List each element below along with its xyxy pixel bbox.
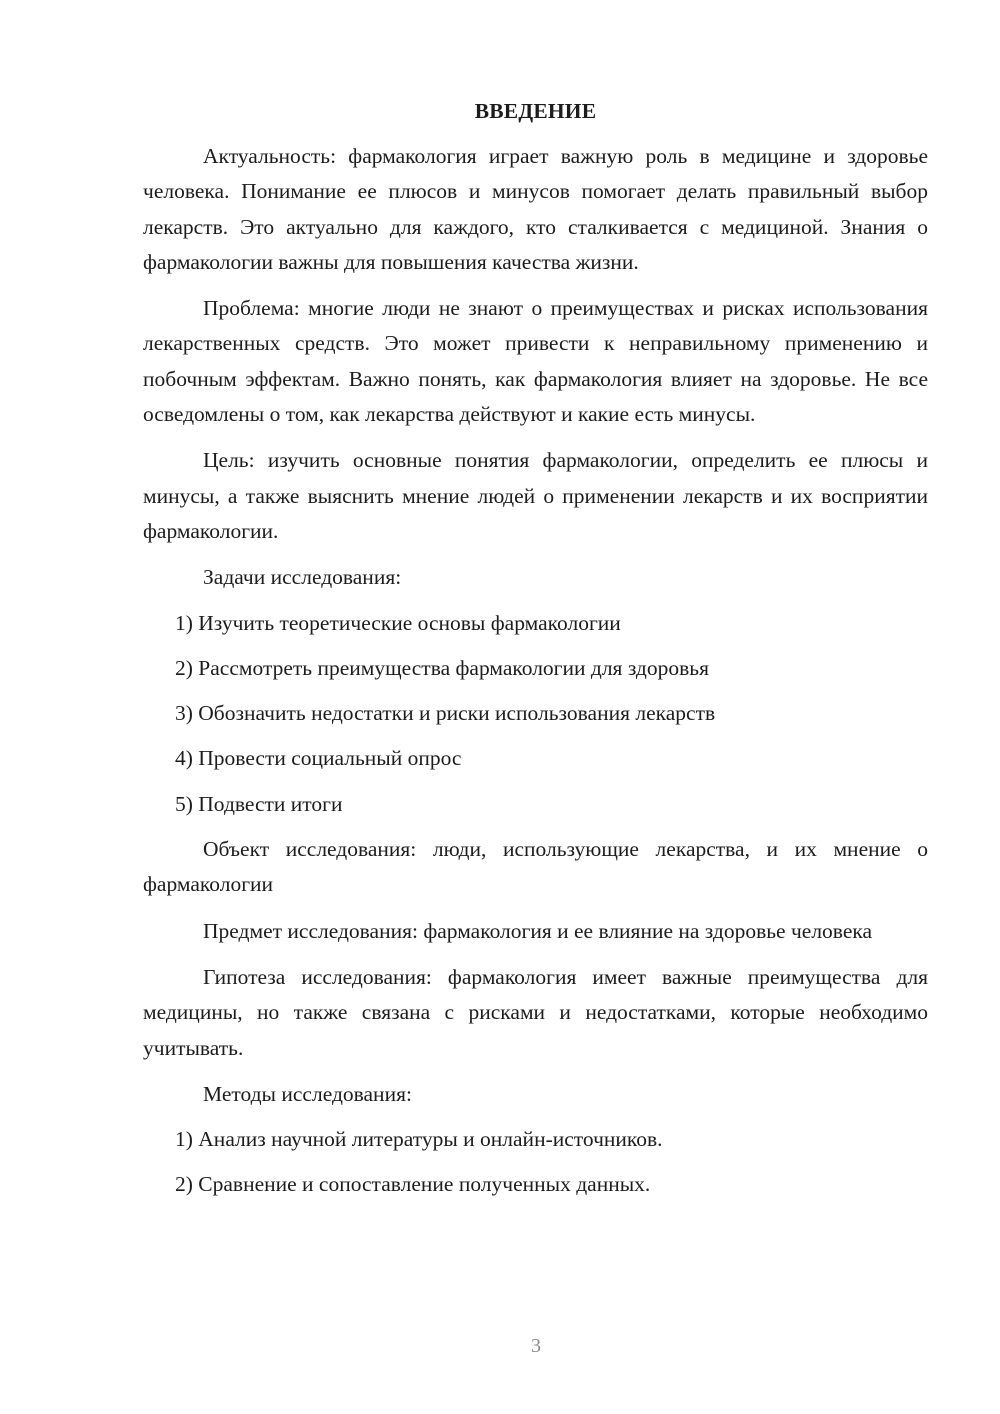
task-item-4: 4) Провести социальный опрос	[175, 746, 462, 771]
methods-heading: Методы исследования:	[203, 1081, 412, 1106]
object-paragraph: Объект исследования: люди, использующие лекарства, и их мнение о фармакологии	[143, 837, 928, 897]
method-item-2: 2) Сравнение и сопоставление полученных данных.	[175, 1172, 651, 1197]
task-item-1: 1) Изучить теоретические основы фармакологии	[175, 610, 621, 635]
method-item-1: 1) Анализ научной литературы и онлайн-источников.	[175, 1127, 663, 1152]
relevance-paragraph: Актуальность: фармакология играет важную роль в медицине и здоровье человека. Понимание ее плюсов и минусов помогает делать правильный выбор лекарств. Это актуально для каждого, кто сталкивается с медициной. Знания о фармакологии важны для повышения качества жизни.	[143, 144, 928, 274]
page-title: ВВЕДЕНИЕ	[474, 99, 597, 123]
task-item-2: 2) Рассмотреть преимущества фармакологии для здоровья	[175, 655, 709, 680]
goal-paragraph: Цель: изучить основные понятия фармакологии, определить ее плюсы и минусы, а также выяснить мнение людей о применении лекарств и их восприятии фармакологии.	[143, 448, 928, 543]
page-content	[143, 96, 928, 1213]
subject-paragraph: Предмет исследования: фармакология и ее влияние на здоровье человека	[203, 918, 873, 943]
page-number: 3	[531, 1335, 541, 1357]
task-item-3: 3) Обозначить недостатки и риски использования лекарств	[175, 701, 716, 726]
hypothesis-paragraph: Гипотеза исследования: фармакология имеет важные преимущества для медицины, но также связана с рисками и недостатками, которые необходимо учитывать.	[143, 964, 928, 1060]
problem-paragraph: Проблема: многие люди не знают о преимуществах и рисках использования лекарственных средств. Это может привести к неправильному применению и побочным эффектам. Важно понять, как фармакология влияет на здоровье. Не все осведомлены о том, как лекарства действуют и какие есть минусы.	[143, 296, 928, 427]
task-item-5: 5) Подвести итоги	[175, 791, 343, 816]
tasks-heading: Задачи исследования:	[203, 565, 402, 590]
